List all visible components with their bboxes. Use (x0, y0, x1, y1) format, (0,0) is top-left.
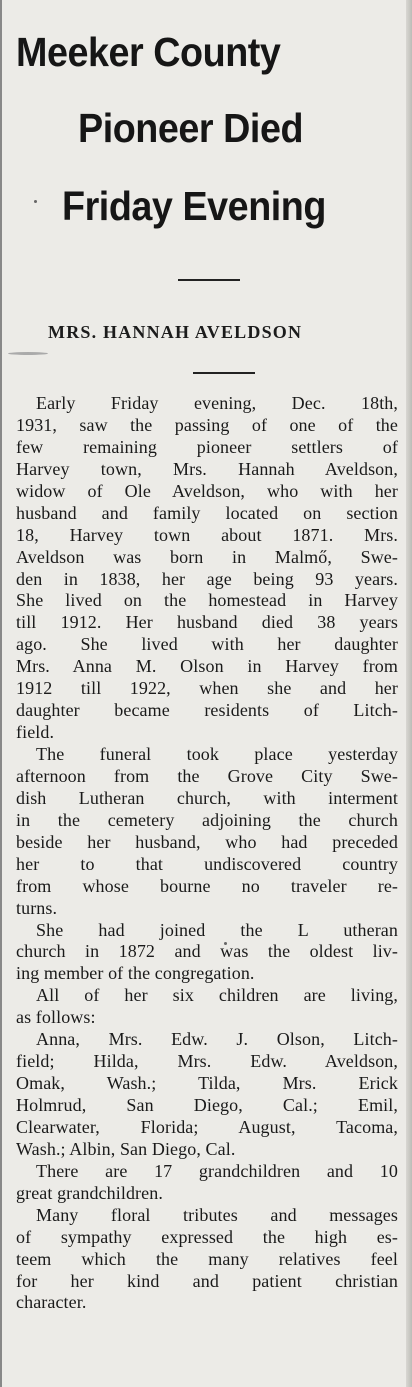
article-line: Mrs. Anna M. Olson in Harvey from (16, 656, 398, 677)
article-line: beside her husband, who had preceded (16, 831, 398, 852)
article-line: widow of Ole Aveldson, who with her (16, 480, 398, 501)
headline-line-1: Meeker County (16, 29, 281, 75)
article-line: den in 1838, her age being 93 years. (16, 568, 398, 589)
article-line: character. (16, 1292, 87, 1313)
headline-divider (178, 279, 240, 281)
article-line: All of her six children are living, (36, 985, 398, 1006)
article-line: afternoon from the Grove City Swe- (16, 765, 398, 786)
print-speck (34, 200, 37, 203)
article-body (16, 393, 398, 1314)
article-line: Omak, Wash.; Tilda, Mrs. Erick (16, 1073, 398, 1094)
article-line: She had joined the L utheran (36, 919, 398, 940)
article-line: of sympathy expressed the high es- (16, 1226, 398, 1247)
article-line: There are 17 grandchildren and 10 (36, 1160, 398, 1181)
article-line: She lived on the homestead in Harvey (16, 590, 398, 611)
article-line: from whose bourne no traveler re- (16, 875, 398, 896)
article-line: ago. She lived with her daughter (16, 634, 398, 655)
article-line: great grandchildren. (16, 1182, 163, 1203)
article-line: turns. (16, 897, 58, 918)
print-smudge (8, 352, 48, 355)
headline-line-2: Pioneer Died (78, 105, 304, 151)
article-line: church in 1872 and was the oldest liv- (16, 941, 398, 962)
subheading-divider (193, 372, 255, 374)
article-line: teem which the many relatives feel (16, 1248, 398, 1269)
article-line: Holmrud, San Diego, Cal.; Emil, (16, 1095, 398, 1115)
article-line: Harvey town, Mrs. Hannah Aveldson, (16, 458, 398, 479)
article-line: ing member of the congregation. (16, 963, 255, 984)
article-line: husband and family located on section (16, 502, 398, 523)
article-line: 18, Harvey town about 1871. Mrs. (16, 524, 398, 545)
article-line: Early Friday evening, Dec. 18th, (36, 393, 398, 413)
article-line: The funeral took place yesterday (36, 744, 398, 764)
article-line: as follows: (16, 1007, 96, 1028)
headline-line-3: Friday Evening (62, 183, 326, 229)
article-line: for her kind and patient christian (16, 1270, 398, 1291)
article-line: 1931, saw the passing of one of the (16, 414, 398, 435)
subheading: MRS. HANNAH AVELDSON (48, 322, 303, 342)
article-line: in the cemetery adjoining the church (16, 809, 398, 830)
article-line: till 1912. Her husband died 38 years (16, 612, 398, 633)
article-line: field. (16, 722, 55, 743)
article-line: Aveldson was born in Malmő, Swe- (16, 546, 398, 567)
article-line: Anna, Mrs. Edw. J. Olson, Litch- (36, 1029, 398, 1050)
article-line: daughter became residents of Litch- (16, 700, 398, 721)
article-line: Wash.; Albin, San Diego, Cal. (16, 1138, 236, 1159)
article-line: her to that undiscovered country (16, 853, 398, 874)
article-line: Clearwater, Florida; August, Tacoma, (16, 1116, 398, 1137)
article-line: few remaining pioneer settlers of (16, 436, 398, 457)
article-line: dish Lutheran church, with interment (16, 787, 398, 808)
article-line: Many floral tributes and messages (36, 1204, 398, 1225)
article-line: 1912 till 1922, when she and her (16, 678, 398, 699)
article-line: field; Hilda, Mrs. Edw. Aveldson, (16, 1051, 398, 1072)
